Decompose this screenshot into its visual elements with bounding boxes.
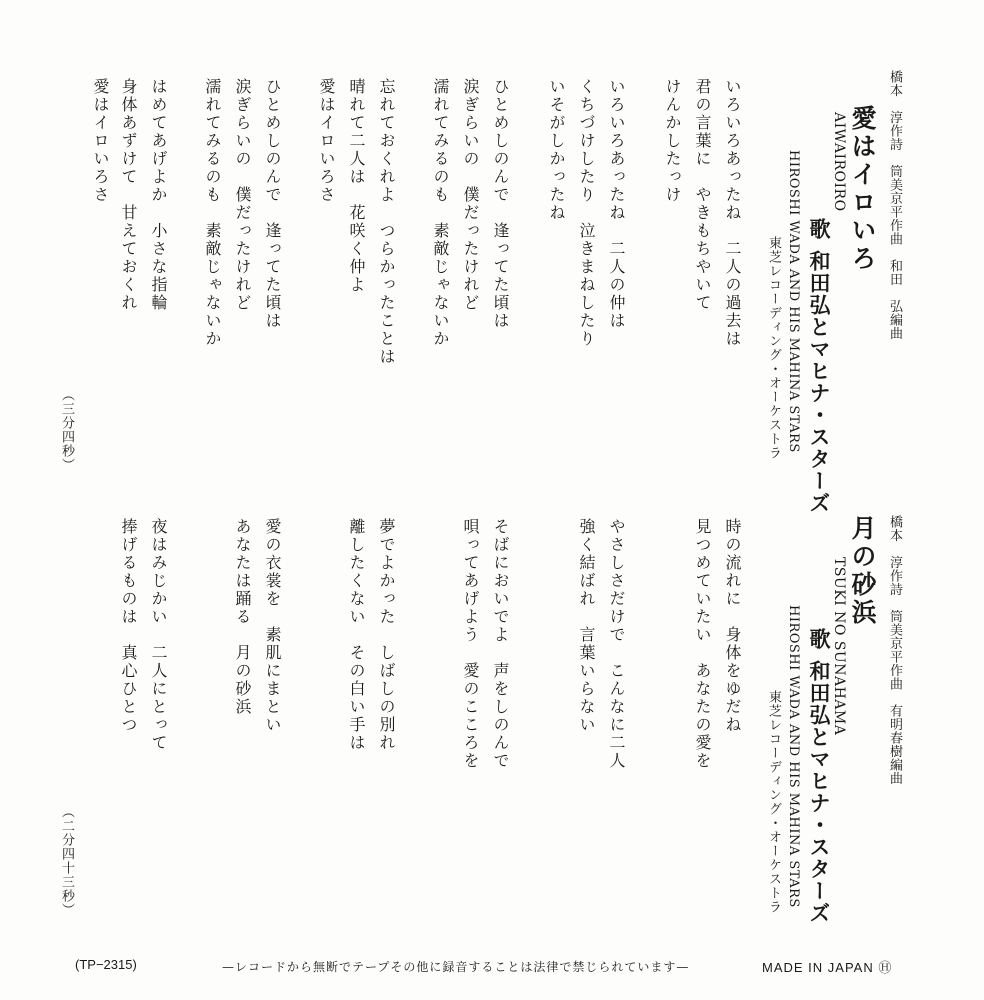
song2-credits: 橋本 淳作詩 筒美京平作曲 有明春樹編曲 (887, 515, 902, 785)
catalog-number: (TP−2315) (75, 957, 137, 972)
song1-lyric-line: はめてあげよか 小さな指輪 (149, 78, 168, 312)
song1-artist-en: HIROSHI WADA AND HIS MAHINA STARS (786, 150, 801, 453)
song2-lyric-line: そばにおいでよ 声をしのんで (491, 518, 510, 770)
song1-lyric-line: 身体あずけて 甘えておくれ (119, 78, 138, 312)
song2-lyric-line: やさしさだけで こんなに二人 (607, 518, 626, 770)
song2-lyric-line: 離したくない その白い手は (347, 518, 366, 752)
song1-lyric-line: 晴れて二人は 花咲く仲よ (347, 78, 366, 294)
song2-artist-en: HIROSHI WADA AND HIS MAHINA STARS (786, 605, 801, 908)
song1-lyric-line: くちづけしたり 泣きまねしたり (577, 78, 596, 348)
song1-lyric-line: 涙ぎらいの 僕だったけれど (233, 78, 252, 312)
song1-lyric-line: けんかしたっけ (663, 78, 682, 204)
made-in-japan: MADE IN JAPAN Ⓗ (762, 960, 893, 975)
song2-lyric-line: 夢でよかった しばしの別れ (377, 518, 396, 752)
song2-lyric-line: 唄ってあげよう 愛のこころを (461, 518, 480, 770)
song1-lyric-line: 愛はイロいろさ (91, 78, 110, 204)
copyright-notice: —レコードから無断でテープその他に録音することは法律で禁じられています— (222, 960, 690, 974)
song2-duration: （二分四十三秒） (59, 805, 74, 917)
song2-lyric-line: 夜はみじかい 二人にとって (149, 518, 168, 752)
song2-artist: 和田弘とマヒナ・スターズ (807, 660, 832, 924)
song2-romaji: TSUKI NO SUNAHAMA (831, 557, 847, 736)
song1-duration: （三分四秒） (59, 388, 74, 472)
song1-orchestra: 東芝レコーディング・オーケストラ (766, 236, 781, 460)
song2-lyric-line: 見つめていたい あなたの愛を (693, 518, 712, 770)
song1-lyric-line: 忘れておくれよ つらかったことは (377, 78, 396, 366)
song2-lyric-line: 愛の衣裳を 素肌にまとい (263, 518, 282, 734)
song2-lyric-line: あなたは踊る 月の砂浜 (233, 518, 252, 716)
song2-orchestra: 東芝レコーディング・オーケストラ (766, 690, 781, 914)
song1-lyric-line: 涙ぎらいの 僕だったけれど (461, 78, 480, 312)
song1-lyric-line: いろいろあったね 二人の過去は (723, 78, 742, 348)
song1-lyric-line: 濡れてみるのも 素敵じゃないか (431, 78, 450, 348)
song1-lyric-line: 濡れてみるのも 素敵じゃないか (203, 78, 222, 348)
song2-lyric-line: 捧げるものは 真心ひとつ (119, 518, 138, 734)
song2-lyric-line: 時の流れに 身体をゆだね (723, 518, 742, 734)
song1-lyric-line: 愛はイロいろさ (317, 78, 336, 204)
song1-title: 愛はイロいろ (848, 105, 877, 273)
song1-lyric-line: いそがしかったね (547, 78, 566, 222)
song1-artist-prefix: 歌 (807, 218, 832, 240)
song1-lyric-line: 君の言葉に やきもちやいて (693, 78, 712, 312)
song1-artist: 和田弘とマヒナ・スターズ (807, 250, 832, 514)
song2-artist-prefix: 歌 (807, 628, 832, 650)
song1-lyric-line: ひとめしのんで 逢ってた頃は (263, 78, 282, 330)
song2-title: 月の砂浜 (848, 515, 877, 627)
song1-romaji: AIWAIROIRO (831, 112, 847, 212)
song1-lyric-line: いろいろあったね 二人の仲は (607, 78, 626, 330)
song1-credits: 橋本 淳作詩 筒美京平作曲 和田 弘編曲 (887, 70, 902, 340)
song1-lyric-line: ひとめしのんで 逢ってた頃は (491, 78, 510, 330)
song2-lyric-line: 強く結ばれ 言葉いらない (577, 518, 596, 734)
